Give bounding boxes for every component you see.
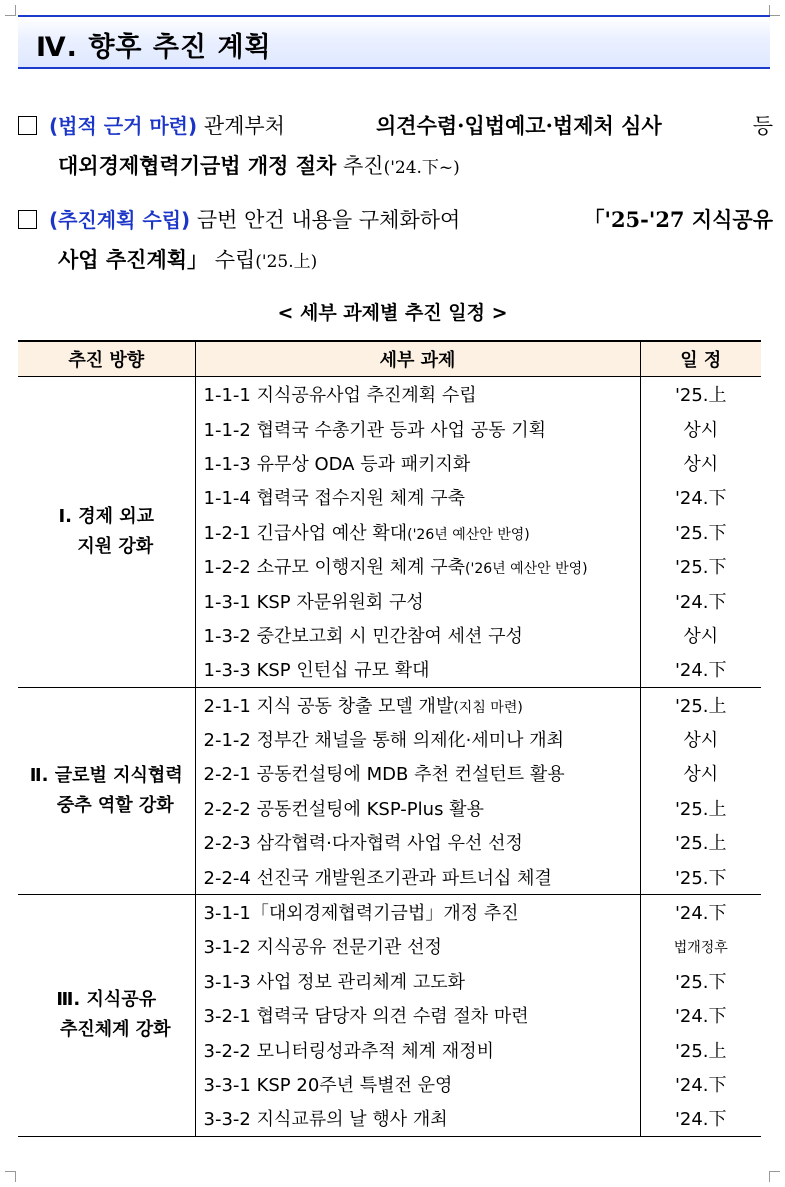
task-text: 1-2-1 긴급사업 예산 확대 — [203, 522, 408, 544]
schedule-text: '24.下 — [674, 660, 727, 682]
schedule-cell — [640, 652, 761, 687]
page-corner-mark — [5, 5, 16, 16]
bullet-bold-text: 대외경제협력기금법 개정 절차 — [58, 153, 337, 178]
task-text: 2-2-4 선진국 개발원조기관과 파트너십 체결 — [203, 867, 552, 889]
task-text: 1-1-3 유무상 ODA 등과 패키지화 — [203, 453, 471, 475]
bullet-bold-text: 의견수렴·입법예고·법제처 심사 — [376, 113, 662, 138]
task-text: 2-2-2 공동컨설팅에 KSP-Plus 활용 — [203, 798, 484, 820]
schedule-cell — [640, 1067, 761, 1101]
schedule-text: '24.下 — [674, 1075, 727, 1096]
schedule-text: '25.上 — [674, 385, 727, 407]
schedule-cell — [640, 687, 761, 722]
schedule-cell — [640, 618, 761, 652]
task-cell — [195, 998, 640, 1032]
task-cell — [195, 964, 640, 998]
task-cell — [195, 515, 640, 549]
schedule-cell — [640, 756, 761, 790]
task-text: 3-2-2 모니터링성과추적 체계 재정비 — [203, 1040, 495, 1062]
section-title: Ⅳ. 향후 추진 계획 — [36, 32, 272, 63]
section-header-banner — [18, 15, 770, 69]
task-cell — [195, 652, 640, 687]
task-cell — [195, 583, 640, 617]
page-corner-mark — [5, 1171, 16, 1182]
task-cell — [195, 618, 640, 652]
direction-subtitle: 추진체계 강화 — [59, 1019, 171, 1041]
schedule-text: '24.下 — [674, 488, 727, 510]
schedule-cell — [640, 722, 761, 756]
page-corner-mark — [769, 5, 780, 16]
column-header: 추진 방향 — [18, 341, 195, 377]
task-note: ('26년 예산안 반영) — [465, 561, 588, 578]
task-cell — [195, 549, 640, 583]
checkbox-icon — [18, 210, 37, 229]
schedule-cell — [640, 825, 761, 859]
task-cell — [195, 1067, 640, 1101]
schedule-cell — [640, 411, 761, 445]
schedule-text: '25.下 — [674, 971, 727, 993]
task-text: 1-3-2 중간보고회 시 민간참여 세션 구성 — [203, 625, 523, 647]
schedule-table — [18, 340, 761, 1137]
schedule-body — [18, 377, 761, 1137]
task-text: 1-2-2 소규모 이행지원 체계 구축 — [203, 557, 466, 579]
bullet-plan-establish — [18, 200, 773, 282]
schedule-text: 상시 — [683, 764, 719, 786]
bullet-line-content — [18, 200, 460, 240]
table-caption: < 세부 과제별 추진 일정 > — [277, 302, 508, 324]
task-text: 1-3-3 KSP 인턴십 규모 확대 — [203, 660, 430, 682]
bullet-text: 금번 안건 내용을 구체화하여 — [190, 208, 461, 232]
task-text: 3-3-1 KSP 20주년 특별전 운영 — [203, 1075, 453, 1096]
task-cell — [195, 377, 640, 412]
task-text: 2-2-1 공동컨설팅에 MDB 추천 컨설턴트 활용 — [203, 764, 565, 786]
schedule-text: '25.上 — [674, 833, 727, 855]
schedule-text: '25.上 — [674, 798, 727, 820]
task-cell — [195, 791, 640, 825]
schedule-text: '24.下 — [674, 1006, 727, 1028]
column-header: 세부 과제 — [195, 341, 640, 377]
schedule-text: '25.下 — [674, 522, 727, 544]
task-cell — [195, 722, 640, 756]
schedule-cell — [640, 1101, 761, 1136]
schedule-cell — [640, 894, 761, 929]
task-text: 3-3-2 지식교류의 날 행사 개최 — [203, 1109, 448, 1131]
task-text: 2-1-1 지식 공동 창출 모델 개발 — [203, 695, 454, 717]
task-text: 1-1-1 지식공유사업 추진계획 수립 — [203, 385, 477, 407]
task-cell — [195, 825, 640, 859]
direction-subtitle: 중추 역할 강화 — [56, 794, 174, 816]
schedule-cell — [640, 859, 761, 894]
schedule-text: '25.上 — [674, 695, 727, 717]
bullet-line — [18, 200, 773, 240]
schedule-cell — [640, 929, 761, 963]
table-row — [18, 687, 761, 722]
schedule-cell — [640, 583, 761, 617]
schedule-text: '24.下 — [674, 1109, 727, 1131]
task-text: 2-2-3 삼각협력·다자협력 사업 우선 선정 — [203, 833, 523, 855]
schedule-cell — [640, 998, 761, 1032]
direction-cell — [18, 377, 195, 688]
direction-cell — [18, 687, 195, 894]
task-text: 1-1-4 협력국 접수지원 체계 구축 — [203, 488, 466, 510]
task-text: 1-3-1 KSP 자문위원회 구성 — [203, 591, 424, 613]
table-header-row — [18, 341, 761, 377]
task-text: 3-1-2 지식공유 전문기관 선정 — [203, 937, 442, 959]
task-text: 3-1-1「대외경제협력기금법」개정 추진 — [203, 903, 519, 925]
direction-cell — [18, 894, 195, 1136]
schedule-text: 법개정후 — [673, 939, 728, 956]
task-text: 3-1-3 사업 정보 관리체계 고도화 — [203, 971, 466, 993]
task-note: ('26년 예산안 반영) — [407, 526, 530, 543]
bullet-text: 추진 — [336, 154, 384, 178]
bullet-text: 등 — [752, 114, 773, 138]
bullet-line — [18, 240, 773, 282]
task-text: 1-1-2 협력국 수총기관 등과 사업 공동 기획 — [203, 419, 546, 441]
task-cell — [195, 480, 640, 514]
table-row — [18, 894, 761, 929]
schedule-text: 상시 — [683, 625, 719, 647]
task-cell — [195, 859, 640, 894]
task-cell — [195, 411, 640, 445]
bullet-legal-basis — [18, 106, 773, 188]
bullet-text: 수립 — [208, 248, 256, 272]
task-cell — [195, 1032, 640, 1066]
column-header: 일 정 — [640, 341, 761, 377]
schedule-cell — [640, 791, 761, 825]
direction-title: Ⅲ. 지식공유 — [56, 989, 157, 1011]
table-row — [18, 377, 761, 412]
schedule-text: 상시 — [683, 730, 719, 752]
task-cell — [195, 1101, 640, 1136]
schedule-cell — [640, 515, 761, 549]
task-cell — [195, 687, 640, 722]
schedule-cell — [640, 377, 761, 412]
direction-title: Ⅱ. 글로벌 지식협력 — [29, 764, 183, 786]
schedule-cell — [640, 480, 761, 514]
schedule-cell — [640, 446, 761, 480]
schedule-text: '25.下 — [674, 867, 727, 889]
schedule-text: '25.下 — [674, 557, 727, 579]
task-cell — [195, 929, 640, 963]
bullet-note: ('24.下~) — [383, 158, 460, 178]
bullet-bold-text: 사업 추진계획」 — [58, 247, 209, 272]
page-corner-mark — [769, 1171, 780, 1182]
bullet-text: 관계부처 — [197, 114, 285, 138]
schedule-text: '24.下 — [674, 903, 727, 925]
schedule-text: '25.上 — [674, 1040, 727, 1062]
bullet-line — [18, 106, 773, 146]
task-text: 3-2-1 협력국 담당자 의견 수렴 절차 마련 — [203, 1006, 529, 1028]
task-cell — [195, 756, 640, 790]
bullet-line — [18, 146, 773, 188]
direction-title: Ⅰ. 경제 외교 — [58, 505, 155, 527]
checkbox-icon — [18, 116, 37, 135]
bullet-label: (추진계획 수립) — [49, 208, 191, 232]
task-cell — [195, 446, 640, 480]
schedule-text: '24.下 — [674, 591, 727, 613]
schedule-text: 상시 — [683, 453, 719, 475]
task-text: 2-1-2 정부간 채널을 통해 의제化·세미나 개최 — [203, 730, 564, 752]
bullet-label: (법적 근거 마련) — [49, 114, 198, 138]
schedule-cell — [640, 964, 761, 998]
schedule-cell — [640, 1032, 761, 1066]
bullet-note: ('25.上) — [255, 252, 318, 272]
bullet-bold-text: 「'25-'27 지식공유 — [583, 207, 773, 232]
task-note: (지침 마련) — [453, 699, 523, 716]
schedule-text: 상시 — [683, 419, 719, 441]
task-cell — [195, 894, 640, 929]
direction-subtitle: 지원 강화 — [77, 535, 154, 557]
bullet-line-content — [18, 106, 285, 146]
schedule-cell — [640, 549, 761, 583]
